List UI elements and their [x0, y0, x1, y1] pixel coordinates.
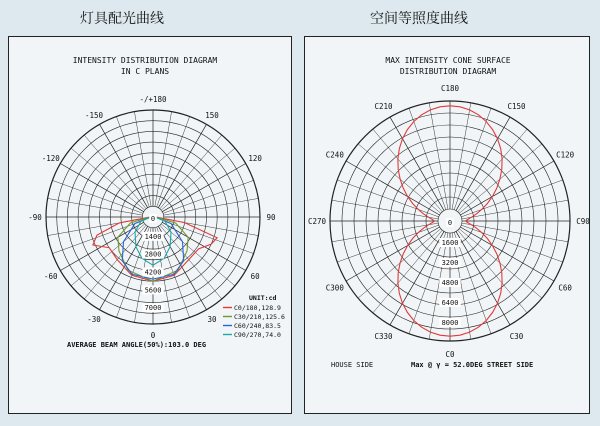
radial-label: 3200	[441, 259, 459, 267]
radial-label: 2800	[144, 250, 162, 259]
radial-label: 4200	[144, 268, 162, 277]
grid-spoke	[332, 223, 438, 242]
left-heading: 灯具配光曲线	[80, 11, 164, 27]
angle-label: -90	[28, 213, 42, 222]
angle-label: 0	[150, 331, 156, 340]
grid-spoke	[155, 112, 172, 207]
angle-label: -150	[84, 110, 104, 120]
legend-entry: C90/270,74.0	[234, 331, 281, 339]
angle-label: -30	[87, 315, 101, 325]
angle-label: C90	[576, 217, 590, 226]
right-heading: 空间等照度曲线	[370, 11, 468, 27]
beam-angle-footer: AVERAGE BEAM ANGLE(50%):103.0 DEG	[67, 341, 207, 349]
angle-label: 90	[266, 213, 276, 222]
angle-label: C300	[325, 283, 344, 293]
angle-label: C210	[374, 101, 393, 111]
right-title-line1: MAX INTENSITY CONE SURFACE	[385, 56, 511, 65]
radial-label: 4800	[441, 279, 459, 287]
intensity-distribution-panel	[8, 36, 292, 414]
intensity-polar-diagram	[9, 37, 293, 415]
legend-entry: C30/210,125.6	[234, 313, 285, 321]
left-legend	[223, 304, 285, 339]
angle-label: 60	[250, 272, 260, 281]
angle-label: 30	[207, 315, 217, 325]
radial-label: 5600	[144, 286, 162, 295]
legend-entry: C0/180,128.9	[234, 304, 281, 312]
grid-spoke	[164, 198, 259, 215]
grid-spoke	[134, 112, 151, 207]
max-angle-street-side-label: Max @ γ = 52.0DEG STREET SIDE	[411, 361, 534, 369]
grid-spoke	[332, 200, 438, 219]
grid-spoke	[462, 223, 568, 242]
right-title-line2: DISTRIBUTION DIAGRAM	[399, 67, 497, 76]
angle-label: C120	[556, 150, 575, 160]
angle-label: C150	[507, 101, 526, 111]
angle-label: C180	[440, 84, 460, 93]
angle-label: C0	[445, 350, 455, 359]
angle-label: C30	[509, 332, 524, 342]
angle-label: 120	[248, 154, 262, 163]
left-title-line2: IN C PLANS	[120, 67, 170, 76]
angle-label: -60	[44, 272, 58, 281]
cone-surface-panel	[304, 36, 590, 414]
left-title-line1: INTENSITY DISTRIBUTION DIAGRAM	[72, 56, 218, 65]
radial-label: 8000	[441, 319, 459, 327]
house-side-label: HOUSE SIDE	[331, 361, 374, 369]
angle-label: C240	[325, 150, 344, 160]
angle-label: C60	[558, 283, 572, 293]
legend-entry: C60/240,83.5	[234, 322, 281, 330]
radial-label: 0	[150, 215, 156, 223]
radial-label: 7000	[144, 304, 162, 313]
grid-spoke	[48, 198, 143, 215]
grid-spoke	[452, 103, 471, 209]
radial-label: 1600	[441, 239, 459, 247]
radial-label: 0	[447, 219, 453, 227]
radial-label: 1400	[144, 232, 162, 241]
cone-surface-polar-diagram	[305, 37, 591, 415]
angle-label: C270	[307, 217, 327, 226]
angle-label: C330	[374, 332, 393, 342]
radial-label: 6400	[441, 299, 459, 307]
grid-spoke	[462, 200, 568, 219]
angle-label: -/+180	[139, 95, 167, 104]
grid-spoke	[429, 103, 448, 209]
angle-label: 150	[205, 110, 219, 120]
angle-label: -120	[41, 154, 60, 163]
unit-label: UNIT:cd	[249, 294, 277, 302]
